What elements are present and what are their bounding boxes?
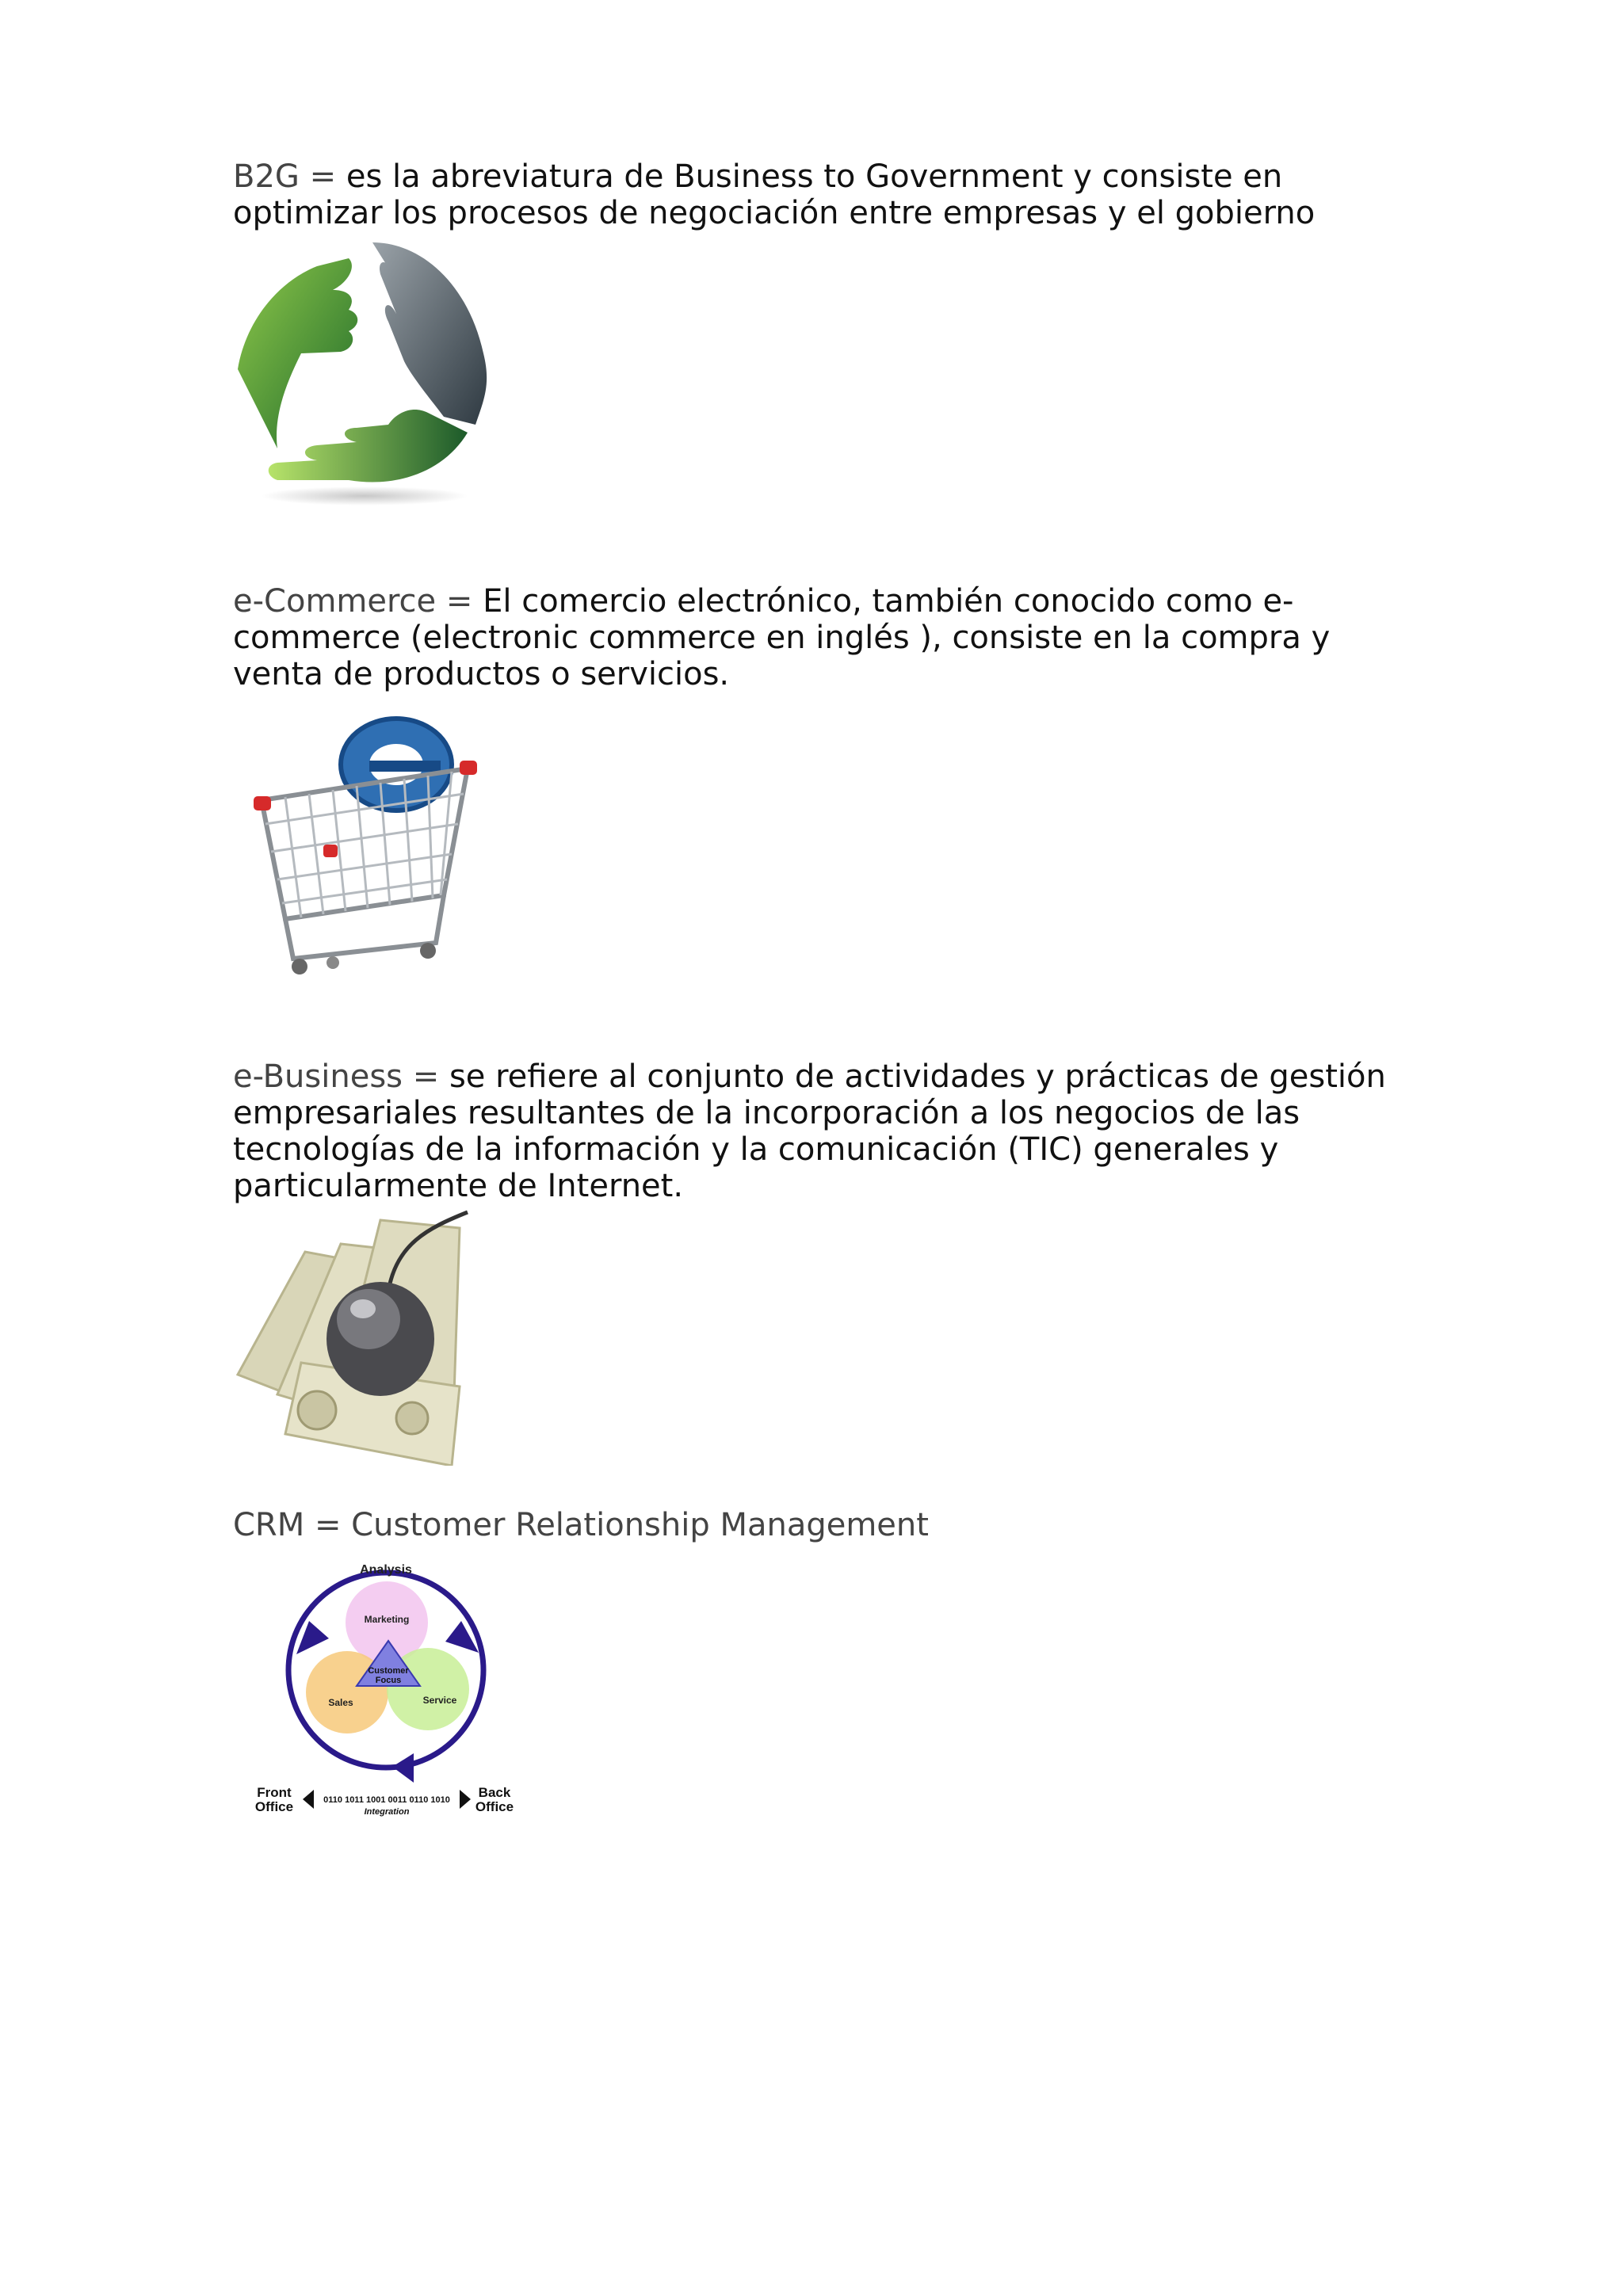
analysis-label: Analysis (360, 1563, 412, 1577)
arrow-left-icon (303, 1790, 314, 1809)
binary-label: 0110 1011 1001 0011 0110 1010 (323, 1795, 450, 1805)
office-right-label: Office (475, 1799, 514, 1814)
back-label: Back (478, 1785, 511, 1800)
cycle-arrow-bottom-icon (392, 1753, 414, 1783)
integration-label: Integration (364, 1807, 410, 1817)
office-left-label: Office (254, 1799, 294, 1814)
marketing-label: Marketing (364, 1614, 410, 1625)
crm-diagram (230, 1559, 523, 1821)
ebusiness-definition (233, 1058, 1406, 1204)
definition-crm: Customer Relationship Management (341, 1507, 929, 1543)
term-crm: CRM = (233, 1507, 342, 1543)
three-hands-icon (230, 235, 507, 512)
sales-label: Sales (328, 1697, 353, 1708)
arrow-right-icon (460, 1790, 471, 1809)
front-label: Front (257, 1785, 292, 1800)
crm-definition (233, 1507, 1406, 1543)
b2g-definition (233, 158, 1406, 231)
term-ecommerce: e-Commerce = (233, 583, 473, 620)
shopping-cart-e-icon (230, 705, 499, 982)
definition-ebusiness: se refiere al conjunto de actividades y prácticas de gestión empresariales resultantes de la incorporación a los negocios de las tecnologías de la información y la comunicación (TIC) generales y particularmente de Internet. (233, 1058, 1386, 1204)
ecommerce-definition (233, 583, 1406, 692)
definition-b2g: es la abreviatura de Business to Government y consiste en optimizar los procesos de negociación entre empresas y el gobierno (233, 158, 1316, 231)
focus-label: Focus (375, 1676, 402, 1685)
term-ebusiness: e-Business = (233, 1058, 440, 1095)
term-b2g: B2G = (233, 158, 337, 195)
service-label: Service (422, 1695, 457, 1706)
mouse-on-money-icon (230, 1204, 491, 1466)
customer-label: Customer (368, 1666, 409, 1676)
definition-ecommerce: El comercio electrónico, también conocido como e-commerce (electronic commerce en inglés ), consiste en la compra y venta de productos o servicios. (233, 583, 1331, 692)
